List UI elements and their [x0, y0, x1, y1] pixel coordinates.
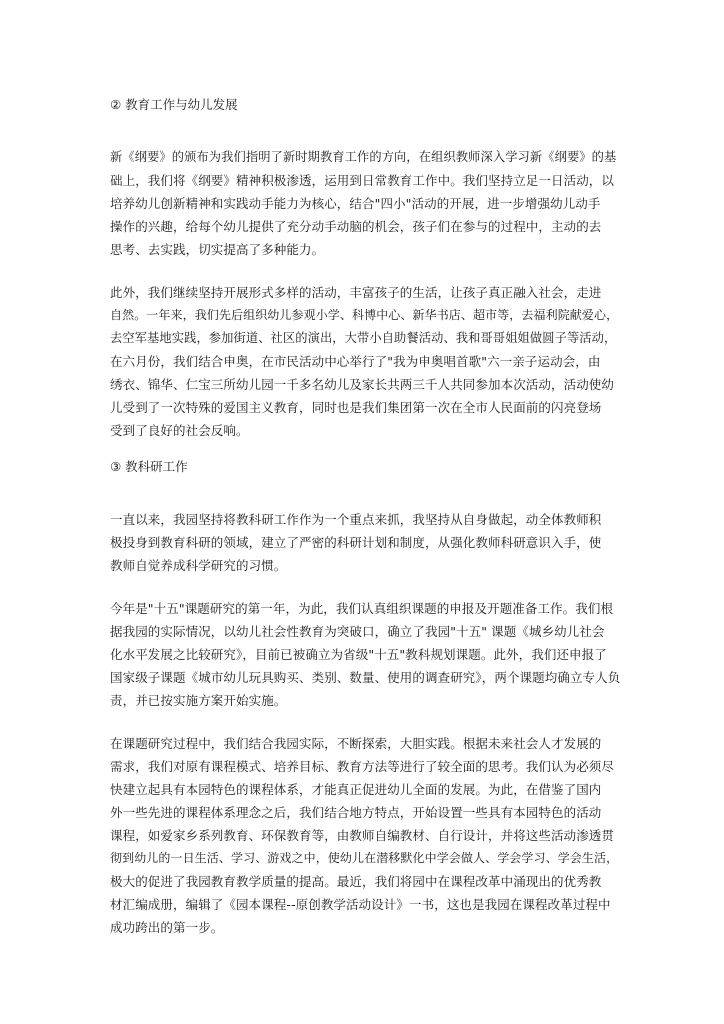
section-heading-research: ③ 教科研工作 [110, 459, 188, 474]
text-line: 一直以来，我园坚持将教科研工作作为一个重点来抓，我坚持从自身做起，动全体教师积 [110, 512, 602, 527]
text-line: 外一些先进的课程体系理念之后，我们结合地方特点，开始设置一些具有本园特色的活动 [110, 805, 602, 820]
text-line: 教师自觉养成科学研究的习惯。 [110, 558, 287, 573]
text-line: 培养幼儿创新精神和实践动手能力为核心，结合"四小"活动的开展，进一步增强幼儿动手 [110, 196, 601, 211]
text-line: 受到了良好的社会反响。 [110, 423, 249, 438]
text-line: 需求，我们对原有课程模式、培养目标、教育方法等进行了较全面的思考。我们认为必须尽 [110, 759, 615, 774]
text-line: 课程，如爱家乡系列教育、环保教育等，由教师自编教材、自行设计，并将这些活动渗透贯 [110, 828, 615, 843]
text-line: 极大的促进了我园教育教学质量的提高。最近，我们将园中在课程改革中涌现出的优秀教 [110, 874, 602, 889]
text-line: 新《纲要》的颁布为我们指明了新时期教育工作的方向，在组织教师深入学习新《纲要》的基 [110, 150, 617, 164]
paragraph-outline-study [110, 146, 620, 261]
section-heading-education: ② 教育工作与幼儿发展 [110, 97, 238, 112]
text-line: 操作的兴趣，给每个幼儿提供了充分动手动脑的机会，孩子们在参与的过程中，主动的去 [110, 219, 602, 234]
paragraph-curriculum [110, 732, 620, 939]
text-line: 思考、去实践，切实提高了多种能力。 [110, 242, 325, 257]
paragraph-activities [110, 281, 620, 442]
text-line: 在课题研究过程中，我们结合我园实际，不断探索，大胆实践。根据未来社会人才发展的 [110, 736, 602, 751]
text-line: 材汇编成册，编辑了《园本课程--原创教学活动设计》一书，这也是我园在课程改革过程中 [110, 897, 611, 912]
text-line: 绣衣、锦华、仁宝三所幼儿园一千多名幼儿及家长共两三千人共同参加本次活动，活动使幼 [110, 377, 615, 392]
text-line: 国家级子课题《城市幼儿玩具购买、类别、数量、使用的调查研究》，两个课题均确立专人负 [110, 670, 621, 685]
text-line: 在六月份，我们结合申奥，在市民活动中心举行了"我为申奥唱首歌"六一亲子运动会，由 [110, 354, 601, 369]
text-line: 此外，我们继续坚持开展形式多样的活动，丰富孩子的生活，让孩子真正融入社会，走进 [110, 285, 602, 300]
text-line: 成功跨出的第一步。 [110, 920, 224, 935]
text-line: 彻到幼儿的一日生活、学习、游戏之中，使幼儿在潜移默化中学会做人、学会学习、学会生活， [110, 851, 619, 865]
text-line: 自然。一年来，我们先后组织幼儿参观小学、科博中心、新华书店、超市等，去福利院献爱心， [110, 308, 619, 322]
text-line: 据我园的实际情况，以幼儿社会性教育为突破口，确立了我园"十五" 课题《城乡幼儿社会 [110, 624, 605, 639]
text-line: 极投身到教育科研的领域，建立了严密的科研计划和制度，从强化教师科研意识入手，使 [110, 535, 602, 550]
text-line: 去空军基地实践，参加街道、社区的演出，大带小自助餐活动、我和哥哥姐姐做圆子等活动， [110, 331, 617, 345]
text-line: 今年是"十五"课题研究的第一年，为此，我们认真组织课题的申报及开题准备工作。我们根 [110, 601, 614, 616]
text-line: 础上，我们将《纲要》精神积极渗透，运用到日常教育工作中。我们坚持立足一日活动，以 [110, 173, 615, 188]
paragraph-research-intro [110, 508, 620, 577]
text-line: 儿受到了一次特殊的爱国主义教育，同时也是我们集团第一次在全市人民面前的闪亮登场 [110, 400, 602, 415]
paragraph-topics [110, 597, 620, 712]
text-line: 快建立起具有本园特色的课程体系，才能真正促进幼儿全面的发展。为此，在借鉴了国内 [110, 782, 602, 797]
text-line: 责，并已按实施方案开始实施。 [110, 693, 287, 708]
text-line: 化水平发展之比较研究》，目前已被确立为省级"十五"教科规划课题。此外，我们还申报了 [110, 647, 607, 662]
